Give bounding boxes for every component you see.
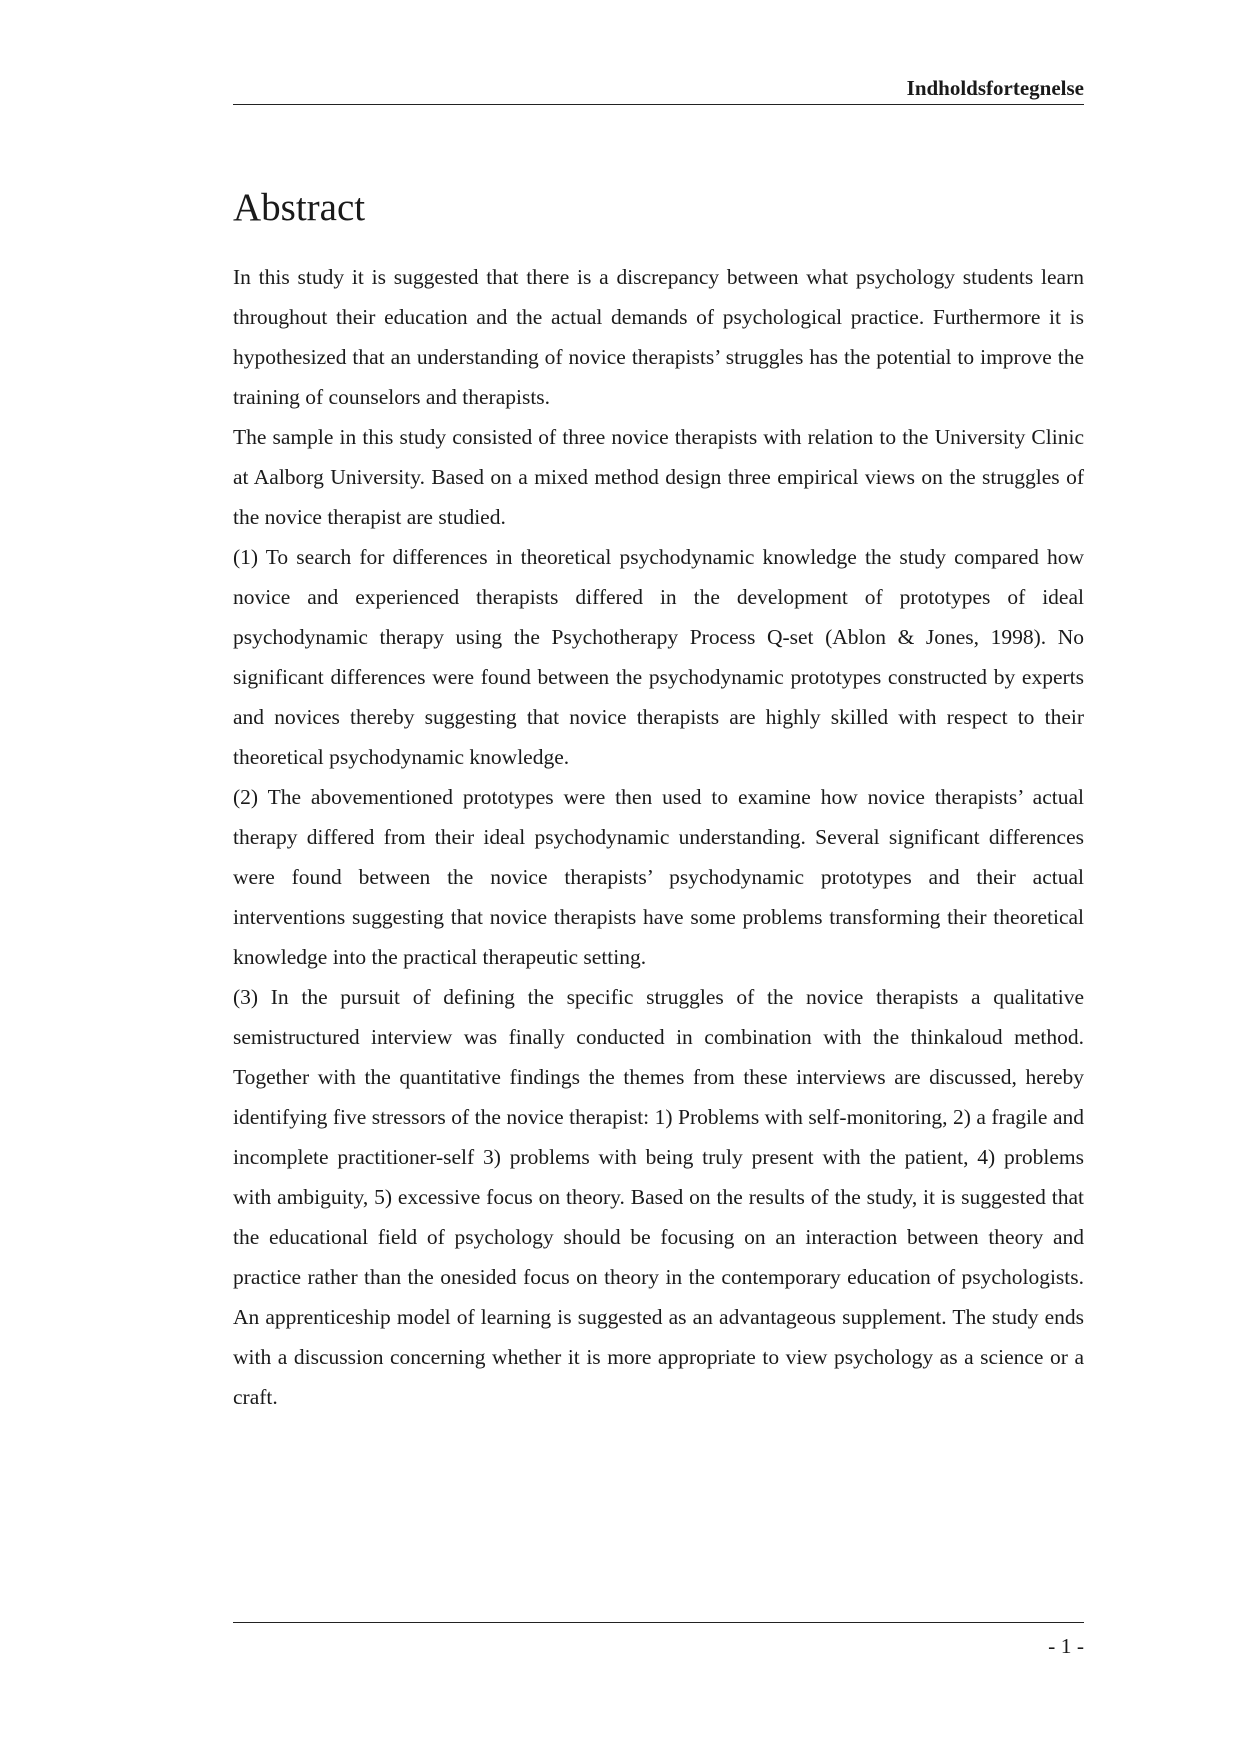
abstract-paragraph-sample: The sample in this study consisted of three novice therapists with relation to the University Clinic at Aalborg University. Based on a mixed method design three empirical views on the struggles of the novice therapist are studied. [233,425,1084,529]
page-number: - 1 - [1048,1634,1084,1658]
abstract-paragraph-study-1: (1) To search for differences in theoretical psychodynamic knowledge the study compared how novice and experienced therapists differed in the development of prototypes of ideal psychodynamic therapy using the Psychotherapy Process Q-set (Ablon & Jones, 1998). No significant differences were found between the psychodynamic prototypes constructed by experts and novices thereby suggesting that novice therapists are highly skilled with respect to their theoretical psychodynamic knowledge. [233,545,1084,769]
footer-rule [233,1622,1084,1623]
abstract-paragraph-study-2: (2) The abovementioned prototypes were then used to examine how novice therapists’ actual therapy differed from their ideal psychodynamic understanding. Several significant differences were found between the novice therapists’ psychodynamic prototypes and their actual interventions suggesting that novice therapists have some problems transforming their theoretical knowledge into the practical therapeutic setting. [233,785,1084,969]
abstract-paragraph-intro: In this study it is suggested that there is a discrepancy between what psychology students learn throughout their education and the actual demands of psychological practice. Furthermore it is hypothesized that an understanding of novice therapists’ struggles has the potential to improve the training of counselors and therapists. [233,265,1084,409]
abstract-paragraph-study-3: (3) In the pursuit of defining the specific struggles of the novice therapists a qualitative semistructured interview was finally conducted in combination with the thinkaloud method. Together with the quantitative findings the themes from these interviews are discussed, hereby identifying five stressors of the novice therapist: 1) Problems with self-monitoring, 2) a fragile and incomplete practitioner-self 3) problems with being truly present with the patient, 4) problems with ambiguity, 5) excessive focus on theory. Based on the results of the study, it is suggested that the educational field of psychology should be focusing on an interaction between theory and practice rather than the onesided focus on theory in the contemporary education of psychologists. An apprenticeship model of learning is suggested as an advantageous supplement. The study ends with a discussion concerning whether it is more appropriate to view psychology as a science or a craft. [233,985,1084,1409]
abstract-heading: Abstract [233,186,366,229]
header-rule [233,104,1084,105]
abstract-body [233,257,1084,1417]
running-header-title: Indholdsfortegnelse [906,76,1084,100]
